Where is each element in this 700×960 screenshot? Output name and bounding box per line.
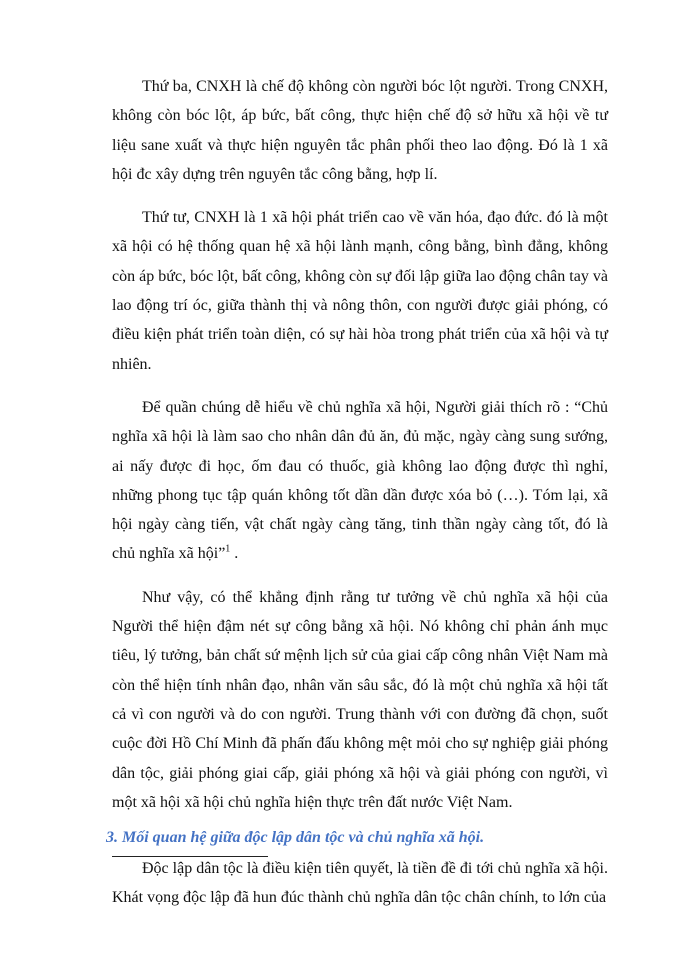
paragraph-last: Độc lập dân tộc là điều kiện tiên quyết, là tiền đề đi tới chủ nghĩa xã hội. Khát vọng độc lập đã hun đúc thành chủ nghĩa dân tộc chân chính, to lớn của: [112, 860, 608, 907]
quote-text: Để quần chúng dễ hiểu về chủ nghĩa xã hội, Người giải thích rõ : “Chủ nghĩa xã hội là làm sao cho nhân dân đủ ăn, đủ mặc, ngày càng sung sướng, ai nấy được đi học, ốm đau có thuốc, già không lao động được thì nghỉ, những phong tục tập quán không tốt dần dần được xóa bỏ (…). Tóm lại, xã hội ngày càng tiến, vật chất ngày càng tăng, tinh thần ngày càng tốt, đó là chủ nghĩa xã hội”: [112, 398, 608, 563]
paragraph-thu-ba: Thứ ba, CNXH là chế độ không còn người bóc lột người. Trong CNXH, không còn bóc lột, áp bức, bất công, thực hiện chế độ sở hữu xã hội về tư liệu sane xuất và thực hiện nguyên tắc phân phối theo lao động. Đó là 1 xã hội đc xây dựng trên nguyên tắc công bằng, hợp lí.: [112, 78, 608, 183]
paragraph-conclusion: Như vậy, có thể khẳng định rằng tư tưởng về chủ nghĩa xã hội của Người thể hiện đậm nét sự công bằng xã hội. Nó không chỉ phản ánh mục tiêu, lý tưởng, bản chất sứ mệnh lịch sử của giai cấp công nhân Việt Nam mà còn thể hiện tính nhân đạo, nhân văn sâu sắc, đó là một chủ nghĩa xã hội tất cả vì con người và do con người. Trung thành với con đường đã chọn, suốt cuộc đời Hồ Chí Minh đã phấn đấu không mệt mỏi cho sự nghiệp giải phóng dân tộc, giải phóng giai cấp, giải phóng xã hội và giải phóng con người, vì một xã hội xã hội chủ nghĩa hiện thực trên đất nước Việt Nam.: [112, 588, 608, 811]
paragraph-thu-tu: Thứ tư, CNXH là 1 xã hội phát triển cao về văn hóa, đạo đức. đó là một xã hội có hệ thống quan hệ xã hội lành mạnh, công bằng, bình đẳng, không còn áp bức, bóc lột, bất công, không còn sự đối lập giữa lao động chân tay và lao động trí óc, giữa thành thị và nông thôn, con người được giải phóng, có điều kiện phát triển toàn diện, có sự hài hòa trong phát triển của xã hội và tự nhiên.: [112, 209, 608, 373]
section-heading: 3. Mối quan hệ giữa độc lập dân tộc và chủ nghĩa xã hội.: [106, 829, 485, 847]
quote-tail: .: [230, 545, 239, 563]
paragraph-quote: [112, 393, 608, 569]
document-page: [106, 72, 608, 927]
footnote-divider: [112, 856, 268, 857]
footnote-reference[interactable]: 1: [225, 544, 231, 556]
